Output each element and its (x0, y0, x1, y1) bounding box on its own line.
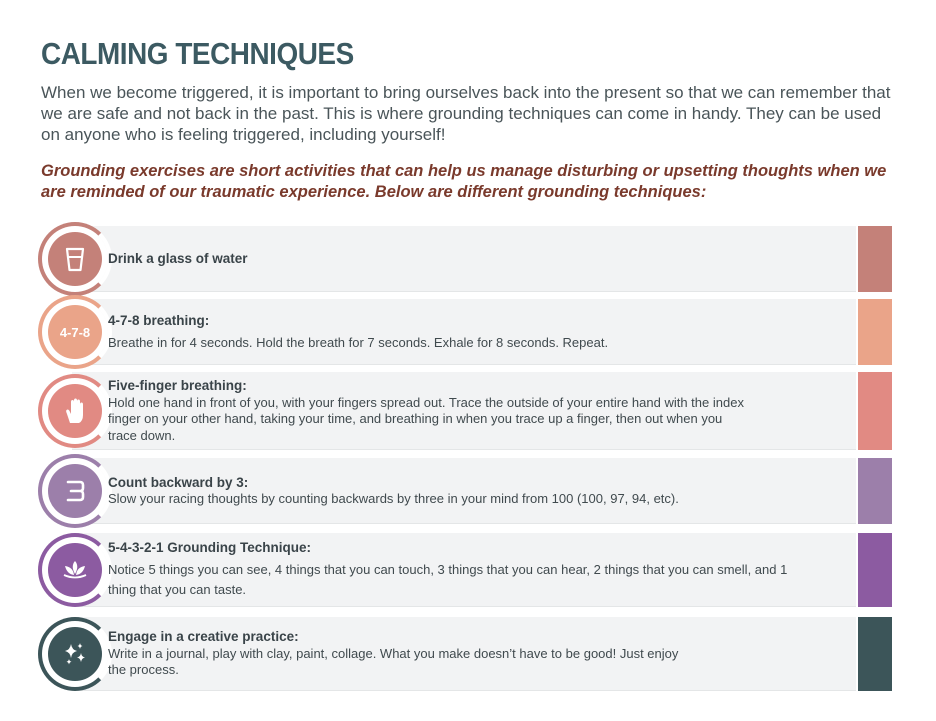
technique-heading: 5-4-3-2-1 Grounding Technique: (108, 540, 312, 556)
technique-description: Hold one hand in front of you, with your fingers spread out. Trace the outside of your entire hand with the index finger on your other hand, taking your time, and breathing in when you trace up a finger, then out when you trace down. (108, 394, 744, 443)
technique-heading: Five-finger breathing: (108, 378, 247, 393)
technique-text (108, 533, 842, 607)
intro-paragraph: When we become triggered, it is important to bring ourselves back into the present so that we can remember that we are safe and not back in the past. This is where grounding techniques can come in handy. They can be used on anyone who is feeling triggered, including yourself! (41, 83, 891, 144)
technique-description: Breathe in for 4 seconds. Hold the breath for 7 seconds. Exhale for 8 seconds. Repeat. (108, 335, 609, 350)
color-swatch (858, 226, 892, 292)
technique-text (108, 617, 842, 691)
technique-count-backward (42, 458, 892, 524)
technique-description: Write in a journal, play with clay, paint, collage. What you make doesn’t have to be good! Just enjoy the process. (108, 645, 679, 678)
color-swatch (858, 617, 892, 691)
technique-text (108, 226, 842, 292)
technique-text (108, 458, 842, 524)
technique-description: Notice 5 things you can see, 4 things that you can touch, 3 things that you can hear, 2 things that you can smell, and 1 thing that you can taste. (108, 561, 788, 597)
color-swatch (858, 458, 892, 524)
technique-heading: Count backward by 3: (108, 474, 249, 490)
technique-icon-badge (42, 621, 108, 687)
technique-drink-water (42, 226, 892, 292)
color-swatch (858, 533, 892, 607)
technique-text (108, 372, 842, 450)
technique-icon-badge (42, 537, 108, 603)
technique-heading: 4-7-8 breathing: (108, 312, 210, 328)
technique-icon-badge (42, 378, 108, 444)
technique-description: Slow your racing thoughts by counting backwards by three in your mind from 100 (100, 97, 94, etc). (108, 491, 679, 506)
technique-five-finger-breathing (42, 372, 892, 450)
color-swatch (858, 372, 892, 450)
technique-creative-practice (42, 617, 892, 691)
technique-54321-grounding (42, 533, 892, 607)
grounding-tagline: Grounding exercises are short activities that can help us manage disturbing or upsetting thoughts when we are reminded of our traumatic experience. Below are different grounding techniques: (41, 162, 887, 201)
technique-heading: Drink a glass of water (108, 250, 248, 266)
technique-478-breathing (42, 299, 892, 365)
color-swatch (858, 299, 892, 365)
four-seven-eight-icon: 4-7-8 (59, 324, 91, 340)
technique-icon-badge (42, 458, 108, 524)
technique-icon-badge (42, 299, 108, 365)
technique-heading: Engage in a creative practice: (108, 629, 299, 645)
technique-text (108, 299, 842, 365)
technique-icon-badge (42, 226, 108, 292)
page-title: CALMING TECHNIQUES (41, 36, 354, 71)
